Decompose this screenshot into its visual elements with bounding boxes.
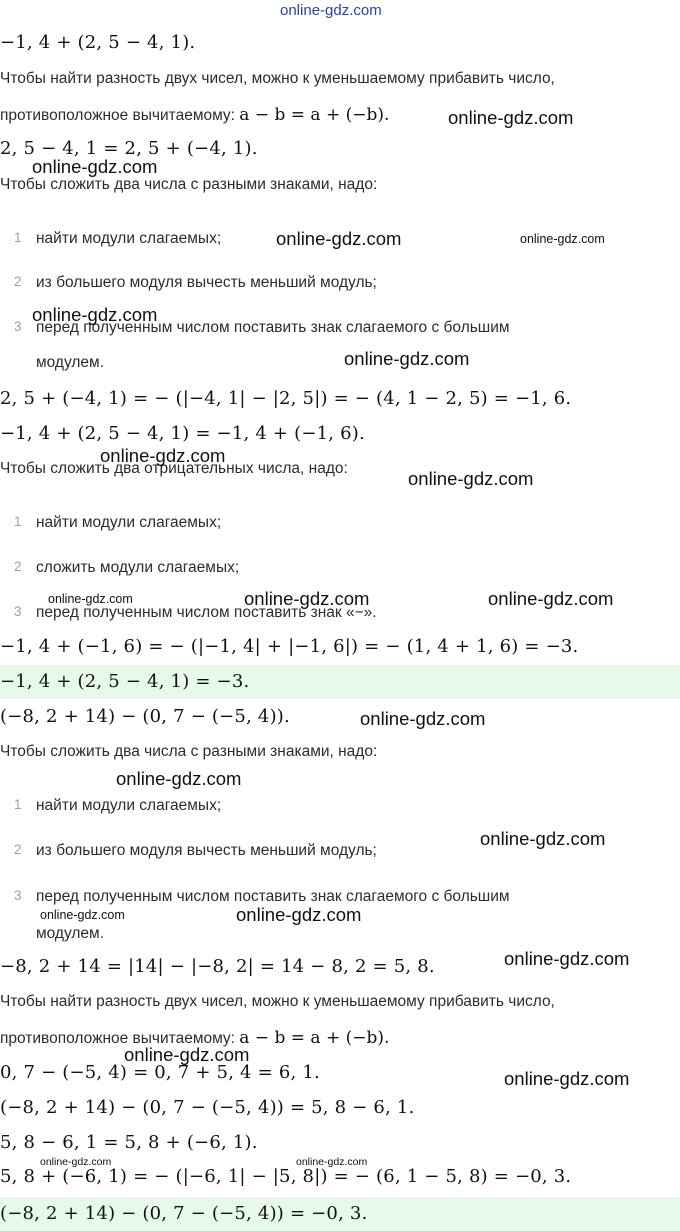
list-item-text: найти модули слагаемых; [36,230,222,247]
rule-text-difference: Чтобы найти разность двух чисел, можно к уменьшаемому прибавить число, [0,70,555,87]
expression-2: 2, 5 − 4, 1 = 2, 5 + (−4, 1). [0,138,258,159]
list-item-number: 1 [14,514,22,529]
watermark: online-gdz.com [360,708,486,729]
list-item-text: из большего модуля вычесть меньший модуль; [36,274,377,291]
rule-formula: a − b = a + (−b). [239,1028,390,1048]
watermark: online-gdz.com [244,588,370,609]
watermark: online-gdz.com [480,828,606,849]
watermark: online-gdz.com [408,468,534,489]
expression-5: −1, 4 + (−1, 6) = − (|−1, 4| + |−1, 6|) = − (1, 4 + 1, 6) = −3. [0,636,579,657]
list-item-number: 2 [14,559,22,574]
answer-1: −1, 4 + (2, 5 − 4, 1) = −3. [0,665,680,699]
list-item-text: найти модули слагаемых; [36,514,222,531]
list-item-number: 1 [14,230,22,245]
watermark: online-gdz.com [124,1044,250,1065]
watermark: online-gdz.com [504,1068,630,1089]
rule-text-two-negatives: Чтобы сложить два отрицательных числа, надо: [0,460,348,477]
expression-10: 5, 8 − 6, 1 = 5, 8 + (−6, 1). [0,1132,258,1153]
list-item-text: перед полученным числом поставить знак «−». [36,604,377,621]
expression-3: 2, 5 + (−4, 1) = − (|−4, 1| − |2, 5|) = − (4, 1 − 2, 5) = −1, 6. [0,388,572,409]
watermark: online-gdz.com [448,107,574,128]
watermark: online-gdz.com [276,228,402,249]
list-item-number: 2 [14,274,22,289]
watermark: online-gdz.com [296,1156,368,1168]
expression-9: (−8, 2 + 14) − (0, 7 − (−5, 4)) = 5, 8 − 6, 1. [0,1097,415,1118]
rule-formula: a − b = a + (−b). [239,105,390,125]
expression-7: −8, 2 + 14 = |14| − |−8, 2| = 14 − 8, 2 = 5, 8. [0,956,435,977]
watermark: online-gdz.com [488,588,614,609]
rule-text-opposite-2 [0,1028,680,1048]
watermark: online-gdz.com [40,1156,112,1168]
rule-text-different-signs: Чтобы сложить два числа с разными знаками, надо: [0,176,378,193]
expression-8: 0, 7 − (−5, 4) = 0, 7 + 5, 4 = 6, 1. [0,1062,320,1083]
list-item-text: найти модули слагаемых; [36,797,222,814]
watermark: online-gdz.com [40,908,125,922]
watermark: online-gdz.com [520,232,605,246]
watermark-top: online-gdz.com [280,2,382,19]
answer-2: (−8, 2 + 14) − (0, 7 − (−5, 4)) = −0, 3. [0,1197,680,1231]
list-item-number: 3 [14,888,22,903]
expression-1: −1, 4 + (2, 5 − 4, 1). [0,32,196,53]
list-item-text: перед полученным числом поставить знак слагаемого с большим [36,319,510,336]
list-item-text: перед полученным числом поставить знак слагаемого с большим [36,888,510,905]
watermark: online-gdz.com [32,304,158,325]
list-item-number: 3 [14,319,22,334]
watermark: online-gdz.com [504,948,630,969]
list-item-number: 3 [14,604,22,619]
expression-11: 5, 8 + (−6, 1) = − (|−6, 1| − |5, 8|) = − (6, 1 − 5, 8) = −0, 3. [0,1166,572,1187]
rule-text-opposite [0,105,680,125]
watermark: online-gdz.com [100,445,226,466]
watermark: online-gdz.com [236,904,362,925]
list-item-number: 2 [14,842,22,857]
expression-4: −1, 4 + (2, 5 − 4, 1) = −1, 4 + (−1, 6). [0,423,365,444]
watermark: online-gdz.com [32,156,158,177]
watermark: online-gdz.com [48,592,133,606]
list-item-text: из большего модуля вычесть меньший модуль; [36,842,377,859]
rule-text-opposite-label: противоположное вычитаемому: [0,107,240,124]
rule-text-difference-2: Чтобы найти разность двух чисел, можно к уменьшаемому прибавить число, [0,993,555,1010]
expression-6: (−8, 2 + 14) − (0, 7 − (−5, 4)). [0,706,290,727]
list-item-text: сложить модули слагаемых; [36,559,240,576]
rule-text-opposite-label: противоположное вычитаемому: [0,1030,240,1047]
list-item-text: модулем. [36,354,105,371]
list-item-number: 1 [14,797,22,812]
watermark: online-gdz.com [344,348,470,369]
watermark: online-gdz.com [116,768,242,789]
list-item-text: модулем. [36,925,105,942]
rule-text-different-signs-2: Чтобы сложить два числа с разными знаками, надо: [0,743,378,760]
